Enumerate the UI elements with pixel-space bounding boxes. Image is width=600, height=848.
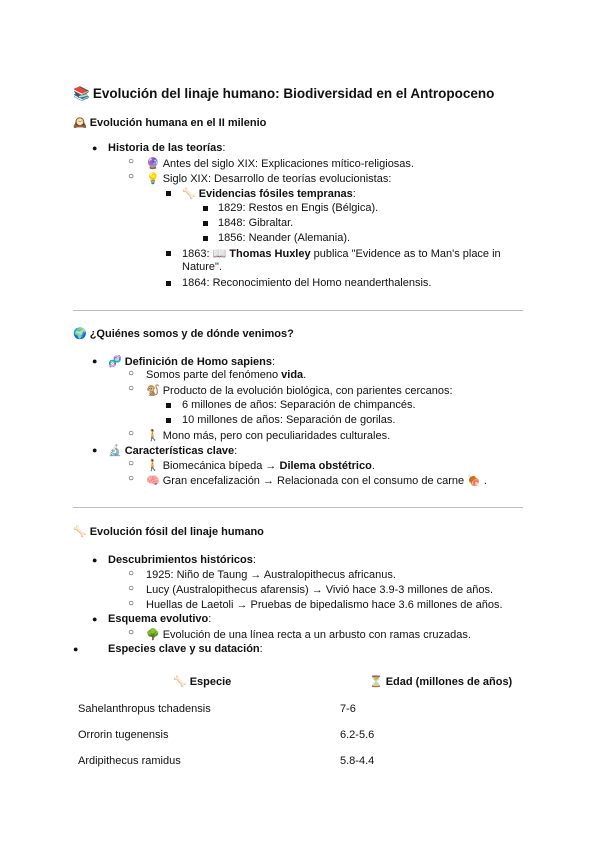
bullet-filled: ● [92, 143, 98, 153]
section-heading-milenio: 🕰️ Evolución humana en el II milenio [73, 117, 267, 129]
table-header-species: 🦴 Especie [173, 676, 232, 688]
list-item: 6 millones de años: Separación de chimpancés. [182, 399, 416, 411]
bullet-square [166, 191, 171, 196]
table-cell-species: Sahelanthropus tchadensis [78, 703, 211, 715]
list-item: 🌳 Evolución de una línea recta a un arbusto con ramas cruzadas. [146, 629, 471, 641]
list-item: 1848: Gibraltar. [218, 217, 294, 229]
list-item: 🐒 Producto de la evolución biológica, con parientes cercanos: [146, 385, 453, 397]
books-icon: 📚 [73, 86, 90, 101]
lightbulb-icon: 💡 [146, 173, 160, 185]
list-item-continuation: Nature". [182, 261, 222, 273]
list-item: Descubrimientos históricos: [108, 554, 256, 566]
list-item: Especies clave y su datación: [108, 643, 263, 655]
bullet-hollow: ○ [128, 473, 135, 484]
bullet-hollow: ○ [128, 368, 135, 379]
list-item: Lucy (Australopithecus afarensis) → Vivió hace 3.9-3 millones de años. [146, 584, 494, 596]
bullet-square [166, 281, 171, 286]
bullet-square [166, 418, 171, 423]
bullet-hollow: ○ [128, 383, 135, 394]
bullet-filled: ● [92, 555, 98, 565]
list-item: 🔬 Características clave: [108, 445, 238, 457]
walking-person-icon: 🚶 [146, 430, 160, 442]
list-item: 1925: Niño de Taung → Australopithecus africanus. [146, 569, 396, 581]
bullet-hollow: ○ [128, 171, 135, 182]
section-heading-evolucion-fosil: 🦴 Evolución fósil del linaje humano [73, 526, 264, 538]
bullet-filled: ● [92, 445, 98, 455]
list-item: 10 millones de años: Separación de gorilas. [182, 414, 396, 426]
table-header-age: ⏳ Edad (millones de años) [369, 676, 513, 688]
list-item: 🔮 Antes del siglo XIX: Explicaciones mítico-religiosas. [146, 158, 414, 170]
monkey-icon: 🐒 [146, 385, 160, 397]
bullet-square [203, 206, 208, 211]
open-book-icon: 📖 [212, 248, 227, 260]
bullet-filled: ● [92, 614, 98, 624]
bullet-hollow: ○ [128, 458, 135, 469]
hourglass-icon: ⏳ [369, 676, 383, 688]
bullet-hollow: ○ [128, 598, 135, 609]
list-item: Historia de las teorías: [108, 142, 226, 154]
list-item: 1864: Reconocimiento del Homo neanderthalensis. [182, 277, 432, 289]
list-item: Somos parte del fenómeno vida. [146, 369, 307, 381]
divider [73, 507, 523, 508]
crystal-ball-icon: 🔮 [146, 158, 160, 170]
list-item: Esquema evolutivo: [108, 613, 212, 625]
document-title: 📚 Evolución del linaje humano: Biodiversidad en el Antropoceno [73, 86, 495, 101]
bullet-square [203, 221, 208, 226]
table-cell-age: 7-6 [340, 703, 356, 715]
table-cell-species: Orrorin tugenensis [78, 729, 169, 741]
dna-icon: 🧬 [108, 356, 122, 368]
list-item: Huellas de Laetoli → Pruebas de bipedalismo hace 3.6 millones de años. [146, 599, 503, 611]
list-item: 1829: Restos en Engis (Bélgica). [218, 202, 379, 214]
clock-icon: 🕰️ [73, 117, 87, 129]
bone-icon: 🦴 [173, 676, 187, 688]
bullet-filled: ● [92, 356, 98, 366]
walking-person-icon: 🚶 [146, 460, 160, 472]
tree-icon: 🌳 [146, 629, 160, 641]
list-item: 🦴 Evidencias fósiles tempranas: [182, 188, 356, 200]
bullet-hollow: ○ [128, 583, 135, 594]
bone-icon: 🦴 [73, 526, 87, 538]
bullet-square [166, 251, 171, 256]
bullet-hollow: ○ [128, 156, 135, 167]
microscope-icon: 🔬 [108, 445, 122, 457]
table-cell-species: Ardipithecus ramidus [78, 755, 181, 767]
list-item: 1863: 📖 Thomas Huxley publica "Evidence as to Man's place in [182, 248, 501, 260]
bullet-hollow: ○ [128, 428, 135, 439]
list-item: 🚶 Mono más, pero con peculiaridades culturales. [146, 430, 391, 442]
brain-icon: 🧠 [146, 475, 160, 487]
bullet-square [166, 403, 171, 408]
list-item: 🧠 Gran encefalización → Relacionada con el consumo de carne 🍖 . [146, 475, 487, 487]
bullet-hollow: ○ [128, 627, 135, 638]
section-heading-quienes-somos: 🌍 ¿Quiénes somos y de dónde venimos? [73, 328, 294, 340]
table-cell-age: 5.8-4.4 [340, 755, 375, 767]
globe-icon: 🌍 [73, 328, 87, 340]
table-cell-age: 6.2-5.6 [340, 729, 375, 741]
list-item: 🧬 Definición de Homo sapiens: [108, 356, 276, 368]
meat-icon: 🍖 [467, 475, 481, 487]
bullet-hollow: ○ [128, 568, 135, 579]
bone-icon: 🦴 [182, 188, 196, 200]
bullet-square [203, 236, 208, 241]
divider [73, 310, 523, 311]
list-item: 1856: Neander (Alemania). [218, 232, 351, 244]
list-item: 💡 Siglo XIX: Desarrollo de teorías evolucionistas: [146, 173, 392, 185]
bullet-filled: ● [73, 644, 79, 654]
list-item: 🚶 Biomecánica bípeda → Dilema obstétrico. [146, 460, 375, 472]
